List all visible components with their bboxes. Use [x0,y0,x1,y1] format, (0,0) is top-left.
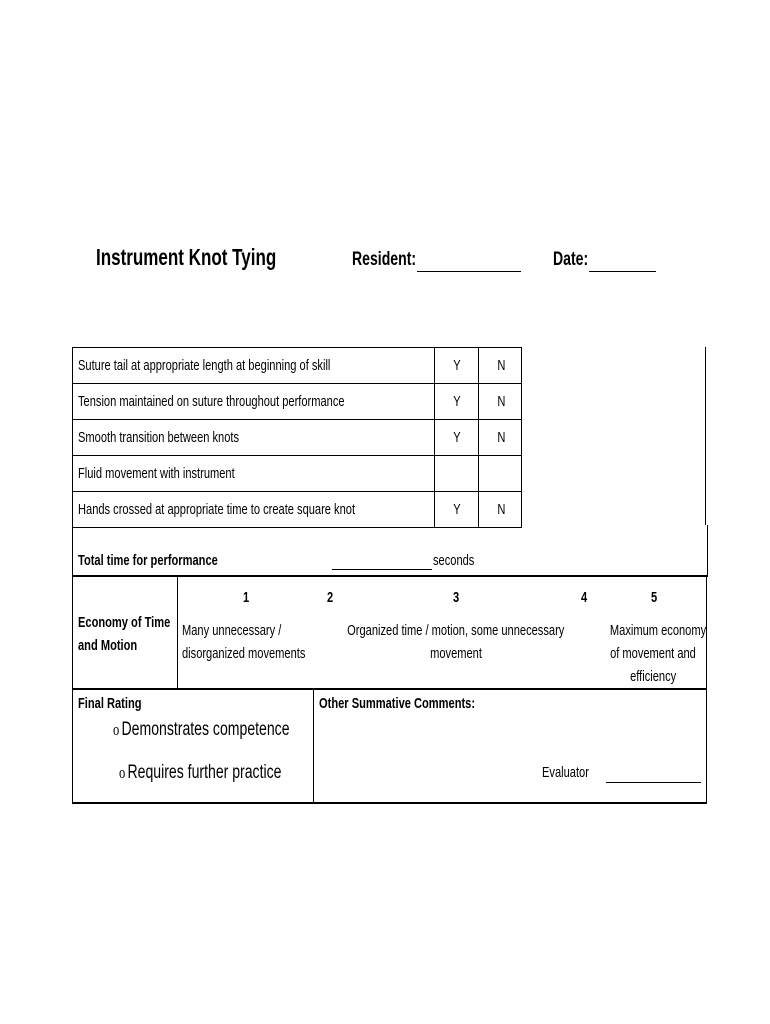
checklist-item-label: Suture tail at appropriate length at beginning of skill [78,357,331,374]
rating-3[interactable]: 3 [453,589,460,606]
checklist-table [72,347,522,528]
final-rating-section [72,690,707,804]
rating-5-description: Maximum economy of movement and efficiency [609,622,707,685]
form-title: Instrument Knot Tying [96,244,277,270]
no-option[interactable]: N [478,384,523,419]
yes-option[interactable]: Y [434,384,479,419]
requires-further-practice-option[interactable] [119,762,339,784]
total-time-field[interactable] [332,569,432,570]
section-divider [177,577,178,688]
resident-field[interactable] [417,271,521,272]
checklist-row [72,348,522,384]
resident-label: Resident: [352,249,417,270]
checklist-row [72,384,522,420]
economy-label: Economy of Time and Motion [78,614,171,654]
total-time-section [72,525,708,577]
no-option[interactable] [478,456,523,491]
checklist-item-label: Hands crossed at appropriate time to create square knot [78,501,356,518]
date-label: Date: [553,249,589,270]
rating-1-description: Many unnecessary / disorganized movements [182,622,306,662]
checklist-item-label: Smooth transition between knots [78,429,240,446]
total-time-unit: seconds [433,552,475,569]
no-option[interactable]: N [478,420,523,455]
rating-5[interactable]: 5 [651,589,658,606]
checkbox-bullet-icon[interactable]: o [119,763,126,782]
evaluator-label: Evaluator [542,764,589,781]
option-label: Demonstrates competence [121,719,290,740]
checklist-row [72,420,522,456]
yes-option[interactable]: Y [434,348,479,383]
evaluator-field[interactable] [606,782,701,783]
checklist-row [72,492,522,528]
rating-3-description: Organized time / motion, some unnecessary movement [347,622,565,662]
final-rating-label: Final Rating [78,695,142,712]
checkbox-bullet-icon[interactable]: o [113,720,120,739]
no-option[interactable]: N [478,492,523,527]
checklist-item-label: Fluid movement with instrument [78,465,235,482]
section-divider [313,690,314,802]
checklist-item-label: Tension maintained on suture throughout performance [78,393,345,410]
yes-option[interactable] [434,456,479,491]
comments-label: Other Summative Comments: [319,695,476,712]
total-time-label: Total time for performance [78,552,218,569]
demonstrates-competence-option[interactable] [113,719,352,741]
yes-option[interactable]: Y [434,420,479,455]
rating-1[interactable]: 1 [243,589,250,606]
checklist-row [72,456,522,492]
rating-2[interactable]: 2 [327,589,334,606]
rating-4[interactable]: 4 [581,589,588,606]
yes-option[interactable]: Y [434,492,479,527]
no-option[interactable]: N [478,348,523,383]
option-label: Requires further practice [127,762,282,783]
table-border [705,347,706,525]
date-field[interactable] [589,271,656,272]
economy-section [72,577,707,690]
